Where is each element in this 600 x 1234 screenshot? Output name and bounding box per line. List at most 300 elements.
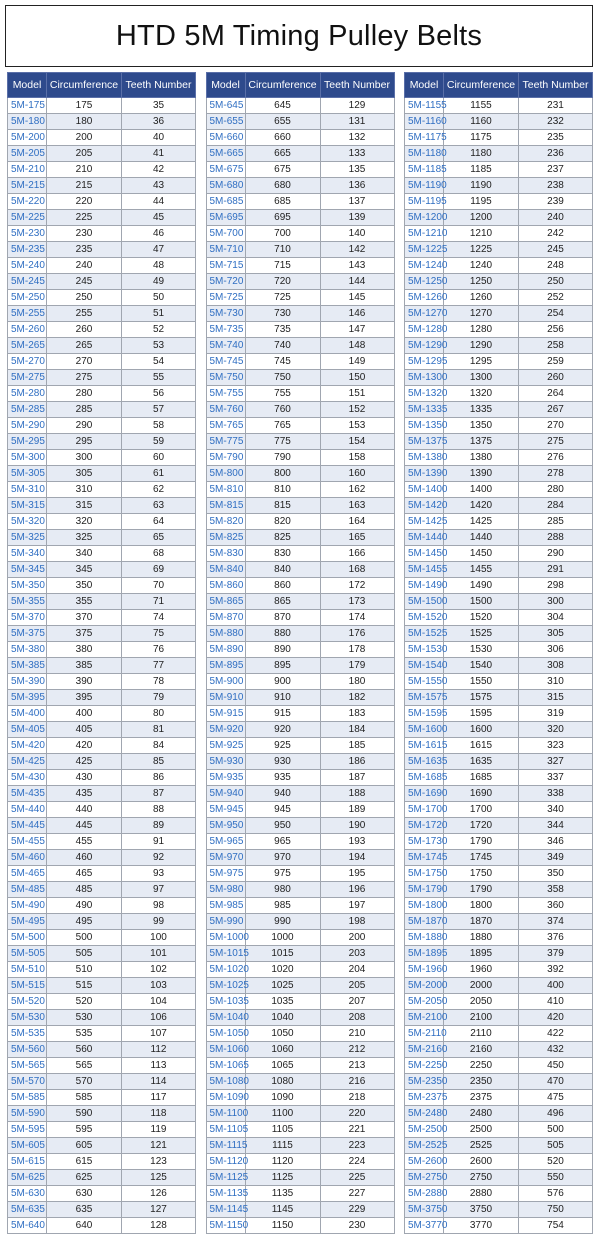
cell-model: 5M-1720 bbox=[405, 818, 444, 834]
table-row bbox=[405, 530, 593, 546]
cell-teeth-number: 305 bbox=[519, 626, 593, 642]
cell-circumference: 1500 bbox=[444, 594, 519, 610]
table-row bbox=[206, 690, 394, 706]
cell-circumference: 1200 bbox=[444, 210, 519, 226]
cell-teeth-number: 76 bbox=[122, 642, 196, 658]
table-row bbox=[206, 738, 394, 754]
cell-model: 5M-935 bbox=[206, 770, 245, 786]
cell-circumference: 445 bbox=[47, 818, 122, 834]
cell-model: 5M-345 bbox=[8, 562, 47, 578]
cell-circumference: 1400 bbox=[444, 482, 519, 498]
table-row bbox=[206, 146, 394, 162]
cell-model: 5M-1125 bbox=[206, 1170, 245, 1186]
cell-circumference: 435 bbox=[47, 786, 122, 802]
table-row bbox=[8, 386, 196, 402]
cell-teeth-number: 184 bbox=[320, 722, 394, 738]
cell-model: 5M-205 bbox=[8, 146, 47, 162]
cell-teeth-number: 139 bbox=[320, 210, 394, 226]
cell-circumference: 1105 bbox=[245, 1122, 320, 1138]
cell-model: 5M-1895 bbox=[405, 946, 444, 962]
cell-teeth-number: 151 bbox=[320, 386, 394, 402]
cell-model: 5M-760 bbox=[206, 402, 245, 418]
cell-circumference: 945 bbox=[245, 802, 320, 818]
table-row bbox=[8, 562, 196, 578]
cell-teeth-number: 87 bbox=[122, 786, 196, 802]
cell-circumference: 1180 bbox=[444, 146, 519, 162]
table-row bbox=[206, 818, 394, 834]
cell-circumference: 940 bbox=[245, 786, 320, 802]
cell-circumference: 285 bbox=[47, 402, 122, 418]
cell-teeth-number: 291 bbox=[519, 562, 593, 578]
cell-model: 5M-680 bbox=[206, 178, 245, 194]
cell-circumference: 590 bbox=[47, 1106, 122, 1122]
cell-teeth-number: 203 bbox=[320, 946, 394, 962]
cell-teeth-number: 235 bbox=[519, 130, 593, 146]
cell-circumference: 815 bbox=[245, 498, 320, 514]
cell-model: 5M-1155 bbox=[405, 98, 444, 114]
cell-teeth-number: 230 bbox=[320, 1218, 394, 1234]
cell-circumference: 1425 bbox=[444, 514, 519, 530]
cell-circumference: 425 bbox=[47, 754, 122, 770]
cell-circumference: 1295 bbox=[444, 354, 519, 370]
cell-model: 5M-1025 bbox=[206, 978, 245, 994]
cell-teeth-number: 152 bbox=[320, 402, 394, 418]
cell-model: 5M-305 bbox=[8, 466, 47, 482]
cell-teeth-number: 36 bbox=[122, 114, 196, 130]
cell-model: 5M-1750 bbox=[405, 866, 444, 882]
header-teeth-number: Teeth Number bbox=[320, 73, 394, 98]
cell-circumference: 1115 bbox=[245, 1138, 320, 1154]
cell-teeth-number: 340 bbox=[519, 802, 593, 818]
table-row bbox=[206, 802, 394, 818]
table-row bbox=[405, 418, 593, 434]
table-row bbox=[405, 1218, 593, 1234]
table-row bbox=[405, 306, 593, 322]
cell-circumference: 1870 bbox=[444, 914, 519, 930]
cell-model: 5M-725 bbox=[206, 290, 245, 306]
cell-teeth-number: 236 bbox=[519, 146, 593, 162]
cell-teeth-number: 227 bbox=[320, 1186, 394, 1202]
cell-teeth-number: 198 bbox=[320, 914, 394, 930]
table-row bbox=[206, 98, 394, 114]
cell-circumference: 2160 bbox=[444, 1042, 519, 1058]
cell-model: 5M-1745 bbox=[405, 850, 444, 866]
table-row bbox=[206, 610, 394, 626]
table-row bbox=[206, 322, 394, 338]
cell-teeth-number: 319 bbox=[519, 706, 593, 722]
cell-teeth-number: 173 bbox=[320, 594, 394, 610]
table-row bbox=[206, 242, 394, 258]
cell-teeth-number: 128 bbox=[122, 1218, 196, 1234]
cell-circumference: 1895 bbox=[444, 946, 519, 962]
cell-teeth-number: 505 bbox=[519, 1138, 593, 1154]
cell-teeth-number: 117 bbox=[122, 1090, 196, 1106]
cell-circumference: 2000 bbox=[444, 978, 519, 994]
cell-teeth-number: 208 bbox=[320, 1010, 394, 1026]
cell-circumference: 685 bbox=[245, 194, 320, 210]
cell-model: 5M-755 bbox=[206, 386, 245, 402]
cell-circumference: 640 bbox=[47, 1218, 122, 1234]
cell-model: 5M-1800 bbox=[405, 898, 444, 914]
cell-teeth-number: 166 bbox=[320, 546, 394, 562]
cell-model: 5M-1295 bbox=[405, 354, 444, 370]
table-row bbox=[206, 562, 394, 578]
table-row bbox=[206, 882, 394, 898]
table-row bbox=[206, 114, 394, 130]
cell-teeth-number: 323 bbox=[519, 738, 593, 754]
table-row bbox=[405, 930, 593, 946]
cell-model: 5M-2750 bbox=[405, 1170, 444, 1186]
cell-model: 5M-460 bbox=[8, 850, 47, 866]
table-row bbox=[405, 194, 593, 210]
table-row bbox=[405, 642, 593, 658]
cell-model: 5M-235 bbox=[8, 242, 47, 258]
table-row bbox=[8, 1026, 196, 1042]
cell-teeth-number: 112 bbox=[122, 1042, 196, 1058]
table-row bbox=[8, 1042, 196, 1058]
table-row bbox=[206, 994, 394, 1010]
cell-model: 5M-2600 bbox=[405, 1154, 444, 1170]
cell-teeth-number: 315 bbox=[519, 690, 593, 706]
cell-model: 5M-1635 bbox=[405, 754, 444, 770]
cell-model: 5M-1400 bbox=[405, 482, 444, 498]
cell-circumference: 1700 bbox=[444, 802, 519, 818]
cell-teeth-number: 187 bbox=[320, 770, 394, 786]
table-row bbox=[206, 1042, 394, 1058]
cell-circumference: 615 bbox=[47, 1154, 122, 1170]
cell-circumference: 340 bbox=[47, 546, 122, 562]
cell-circumference: 440 bbox=[47, 802, 122, 818]
cell-teeth-number: 337 bbox=[519, 770, 593, 786]
cell-model: 5M-1260 bbox=[405, 290, 444, 306]
cell-model: 5M-820 bbox=[206, 514, 245, 530]
table-row bbox=[405, 402, 593, 418]
cell-circumference: 375 bbox=[47, 626, 122, 642]
cell-teeth-number: 100 bbox=[122, 930, 196, 946]
table-row bbox=[405, 994, 593, 1010]
table-row bbox=[8, 1186, 196, 1202]
cell-circumference: 1125 bbox=[245, 1170, 320, 1186]
cell-teeth-number: 250 bbox=[519, 274, 593, 290]
table-row bbox=[206, 1026, 394, 1042]
cell-model: 5M-990 bbox=[206, 914, 245, 930]
cell-circumference: 1000 bbox=[245, 930, 320, 946]
cell-circumference: 280 bbox=[47, 386, 122, 402]
table-row bbox=[8, 258, 196, 274]
table-row bbox=[206, 466, 394, 482]
cell-circumference: 175 bbox=[47, 98, 122, 114]
cell-model: 5M-1135 bbox=[206, 1186, 245, 1202]
table-row bbox=[8, 338, 196, 354]
cell-teeth-number: 77 bbox=[122, 658, 196, 674]
cell-teeth-number: 113 bbox=[122, 1058, 196, 1074]
cell-teeth-number: 88 bbox=[122, 802, 196, 818]
cell-model: 5M-315 bbox=[8, 498, 47, 514]
cell-model: 5M-840 bbox=[206, 562, 245, 578]
cell-teeth-number: 154 bbox=[320, 434, 394, 450]
cell-model: 5M-965 bbox=[206, 834, 245, 850]
cell-circumference: 990 bbox=[245, 914, 320, 930]
table-row bbox=[8, 226, 196, 242]
cell-circumference: 385 bbox=[47, 658, 122, 674]
cell-circumference: 535 bbox=[47, 1026, 122, 1042]
cell-model: 5M-1540 bbox=[405, 658, 444, 674]
cell-teeth-number: 338 bbox=[519, 786, 593, 802]
table-row bbox=[405, 1170, 593, 1186]
cell-circumference: 1065 bbox=[245, 1058, 320, 1074]
cell-teeth-number: 176 bbox=[320, 626, 394, 642]
belt-table-1 bbox=[7, 72, 196, 1234]
cell-circumference: 820 bbox=[245, 514, 320, 530]
table-row bbox=[8, 242, 196, 258]
cell-circumference: 2350 bbox=[444, 1074, 519, 1090]
cell-circumference: 1210 bbox=[444, 226, 519, 242]
title-box bbox=[5, 5, 593, 67]
cell-teeth-number: 256 bbox=[519, 322, 593, 338]
cell-model: 5M-945 bbox=[206, 802, 245, 818]
cell-teeth-number: 80 bbox=[122, 706, 196, 722]
table-row bbox=[405, 946, 593, 962]
table-row bbox=[206, 450, 394, 466]
cell-circumference: 1790 bbox=[444, 882, 519, 898]
cell-teeth-number: 213 bbox=[320, 1058, 394, 1074]
cell-teeth-number: 189 bbox=[320, 802, 394, 818]
cell-circumference: 180 bbox=[47, 114, 122, 130]
cell-model: 5M-1225 bbox=[405, 242, 444, 258]
cell-model: 5M-2375 bbox=[405, 1090, 444, 1106]
table-row bbox=[206, 178, 394, 194]
cell-circumference: 625 bbox=[47, 1170, 122, 1186]
cell-model: 5M-615 bbox=[8, 1154, 47, 1170]
cell-model: 5M-745 bbox=[206, 354, 245, 370]
cell-teeth-number: 254 bbox=[519, 306, 593, 322]
table-row bbox=[206, 546, 394, 562]
cell-circumference: 1190 bbox=[444, 178, 519, 194]
cell-model: 5M-790 bbox=[206, 450, 245, 466]
cell-teeth-number: 140 bbox=[320, 226, 394, 242]
cell-teeth-number: 308 bbox=[519, 658, 593, 674]
table-row bbox=[8, 962, 196, 978]
cell-circumference: 1375 bbox=[444, 434, 519, 450]
cell-model: 5M-435 bbox=[8, 786, 47, 802]
cell-circumference: 1350 bbox=[444, 418, 519, 434]
cell-model: 5M-210 bbox=[8, 162, 47, 178]
cell-model: 5M-310 bbox=[8, 482, 47, 498]
cell-teeth-number: 47 bbox=[122, 242, 196, 258]
cell-circumference: 1720 bbox=[444, 818, 519, 834]
cell-teeth-number: 129 bbox=[320, 98, 394, 114]
cell-teeth-number: 106 bbox=[122, 1010, 196, 1026]
table-header bbox=[8, 73, 196, 98]
cell-model: 5M-1685 bbox=[405, 770, 444, 786]
cell-teeth-number: 221 bbox=[320, 1122, 394, 1138]
cell-model: 5M-290 bbox=[8, 418, 47, 434]
cell-teeth-number: 81 bbox=[122, 722, 196, 738]
table-row bbox=[8, 930, 196, 946]
cell-model: 5M-2500 bbox=[405, 1122, 444, 1138]
cell-circumference: 2750 bbox=[444, 1170, 519, 1186]
cell-model: 5M-940 bbox=[206, 786, 245, 802]
cell-model: 5M-265 bbox=[8, 338, 47, 354]
cell-teeth-number: 179 bbox=[320, 658, 394, 674]
cell-teeth-number: 320 bbox=[519, 722, 593, 738]
cell-circumference: 230 bbox=[47, 226, 122, 242]
cell-teeth-number: 153 bbox=[320, 418, 394, 434]
table-row bbox=[405, 1026, 593, 1042]
cell-model: 5M-1350 bbox=[405, 418, 444, 434]
cell-circumference: 1750 bbox=[444, 866, 519, 882]
cell-circumference: 1440 bbox=[444, 530, 519, 546]
cell-teeth-number: 205 bbox=[320, 978, 394, 994]
cell-teeth-number: 224 bbox=[320, 1154, 394, 1170]
table-row bbox=[206, 1170, 394, 1186]
table-row bbox=[405, 274, 593, 290]
belt-table-3 bbox=[404, 72, 593, 1234]
table-row bbox=[8, 578, 196, 594]
cell-teeth-number: 276 bbox=[519, 450, 593, 466]
cell-teeth-number: 43 bbox=[122, 178, 196, 194]
table-row bbox=[8, 354, 196, 370]
cell-teeth-number: 204 bbox=[320, 962, 394, 978]
cell-model: 5M-490 bbox=[8, 898, 47, 914]
cell-model: 5M-175 bbox=[8, 98, 47, 114]
cell-model: 5M-230 bbox=[8, 226, 47, 242]
cell-circumference: 225 bbox=[47, 210, 122, 226]
cell-teeth-number: 61 bbox=[122, 466, 196, 482]
table-body bbox=[405, 98, 593, 1234]
table-row bbox=[8, 642, 196, 658]
cell-circumference: 1390 bbox=[444, 466, 519, 482]
table-row bbox=[206, 1122, 394, 1138]
cell-teeth-number: 172 bbox=[320, 578, 394, 594]
cell-teeth-number: 68 bbox=[122, 546, 196, 562]
cell-circumference: 1960 bbox=[444, 962, 519, 978]
cell-teeth-number: 132 bbox=[320, 130, 394, 146]
table-row bbox=[206, 258, 394, 274]
cell-model: 5M-1190 bbox=[405, 178, 444, 194]
cell-model: 5M-495 bbox=[8, 914, 47, 930]
table-row bbox=[8, 498, 196, 514]
cell-teeth-number: 64 bbox=[122, 514, 196, 530]
table-row bbox=[405, 146, 593, 162]
cell-teeth-number: 520 bbox=[519, 1154, 593, 1170]
cell-teeth-number: 422 bbox=[519, 1026, 593, 1042]
cell-model: 5M-700 bbox=[206, 226, 245, 242]
cell-circumference: 675 bbox=[245, 162, 320, 178]
cell-model: 5M-715 bbox=[206, 258, 245, 274]
cell-circumference: 2375 bbox=[444, 1090, 519, 1106]
cell-teeth-number: 78 bbox=[122, 674, 196, 690]
cell-teeth-number: 200 bbox=[320, 930, 394, 946]
cell-circumference: 205 bbox=[47, 146, 122, 162]
table-row bbox=[206, 754, 394, 770]
header-model: Model bbox=[8, 73, 47, 98]
cell-circumference: 1160 bbox=[444, 114, 519, 130]
table-row bbox=[405, 242, 593, 258]
cell-circumference: 870 bbox=[245, 610, 320, 626]
cell-model: 5M-465 bbox=[8, 866, 47, 882]
cell-model: 5M-1300 bbox=[405, 370, 444, 386]
cell-model: 5M-520 bbox=[8, 994, 47, 1010]
cell-model: 5M-2160 bbox=[405, 1042, 444, 1058]
cell-model: 5M-3770 bbox=[405, 1218, 444, 1234]
cell-model: 5M-870 bbox=[206, 610, 245, 626]
cell-teeth-number: 178 bbox=[320, 642, 394, 658]
table-row bbox=[8, 1154, 196, 1170]
cell-circumference: 1020 bbox=[245, 962, 320, 978]
cell-model: 5M-1500 bbox=[405, 594, 444, 610]
cell-circumference: 2525 bbox=[444, 1138, 519, 1154]
table-row bbox=[206, 354, 394, 370]
cell-teeth-number: 237 bbox=[519, 162, 593, 178]
cell-teeth-number: 188 bbox=[320, 786, 394, 802]
cell-circumference: 1135 bbox=[245, 1186, 320, 1202]
cell-circumference: 250 bbox=[47, 290, 122, 306]
table-row bbox=[405, 354, 593, 370]
cell-circumference: 1690 bbox=[444, 786, 519, 802]
cell-teeth-number: 79 bbox=[122, 690, 196, 706]
table-row bbox=[405, 1106, 593, 1122]
cell-teeth-number: 50 bbox=[122, 290, 196, 306]
cell-teeth-number: 267 bbox=[519, 402, 593, 418]
cell-model: 5M-685 bbox=[206, 194, 245, 210]
cell-model: 5M-445 bbox=[8, 818, 47, 834]
cell-model: 5M-1185 bbox=[405, 162, 444, 178]
cell-teeth-number: 197 bbox=[320, 898, 394, 914]
table-row bbox=[405, 1202, 593, 1218]
cell-model: 5M-1420 bbox=[405, 498, 444, 514]
table-row bbox=[206, 482, 394, 498]
cell-circumference: 1270 bbox=[444, 306, 519, 322]
cell-model: 5M-1380 bbox=[405, 450, 444, 466]
cell-circumference: 755 bbox=[245, 386, 320, 402]
cell-model: 5M-625 bbox=[8, 1170, 47, 1186]
cell-circumference: 290 bbox=[47, 418, 122, 434]
cell-teeth-number: 239 bbox=[519, 194, 593, 210]
cell-teeth-number: 101 bbox=[122, 946, 196, 962]
table-row bbox=[8, 786, 196, 802]
table-row bbox=[405, 482, 593, 498]
table-row bbox=[8, 130, 196, 146]
cell-model: 5M-250 bbox=[8, 290, 47, 306]
table-row bbox=[206, 658, 394, 674]
table-row bbox=[206, 434, 394, 450]
cell-teeth-number: 212 bbox=[320, 1042, 394, 1058]
table-row bbox=[8, 1170, 196, 1186]
table-row bbox=[8, 914, 196, 930]
cell-circumference: 1745 bbox=[444, 850, 519, 866]
cell-model: 5M-2250 bbox=[405, 1058, 444, 1074]
cell-circumference: 380 bbox=[47, 642, 122, 658]
cell-circumference: 790 bbox=[245, 450, 320, 466]
table-row bbox=[206, 1202, 394, 1218]
cell-circumference: 2050 bbox=[444, 994, 519, 1010]
table-row bbox=[405, 226, 593, 242]
cell-model: 5M-400 bbox=[8, 706, 47, 722]
cell-circumference: 695 bbox=[245, 210, 320, 226]
cell-teeth-number: 114 bbox=[122, 1074, 196, 1090]
cell-circumference: 1335 bbox=[444, 402, 519, 418]
cell-teeth-number: 310 bbox=[519, 674, 593, 690]
table-row bbox=[405, 866, 593, 882]
table-row bbox=[206, 978, 394, 994]
cell-model: 5M-815 bbox=[206, 498, 245, 514]
table-row bbox=[405, 834, 593, 850]
cell-circumference: 240 bbox=[47, 258, 122, 274]
table-row bbox=[206, 386, 394, 402]
cell-teeth-number: 193 bbox=[320, 834, 394, 850]
header-model: Model bbox=[206, 73, 245, 98]
